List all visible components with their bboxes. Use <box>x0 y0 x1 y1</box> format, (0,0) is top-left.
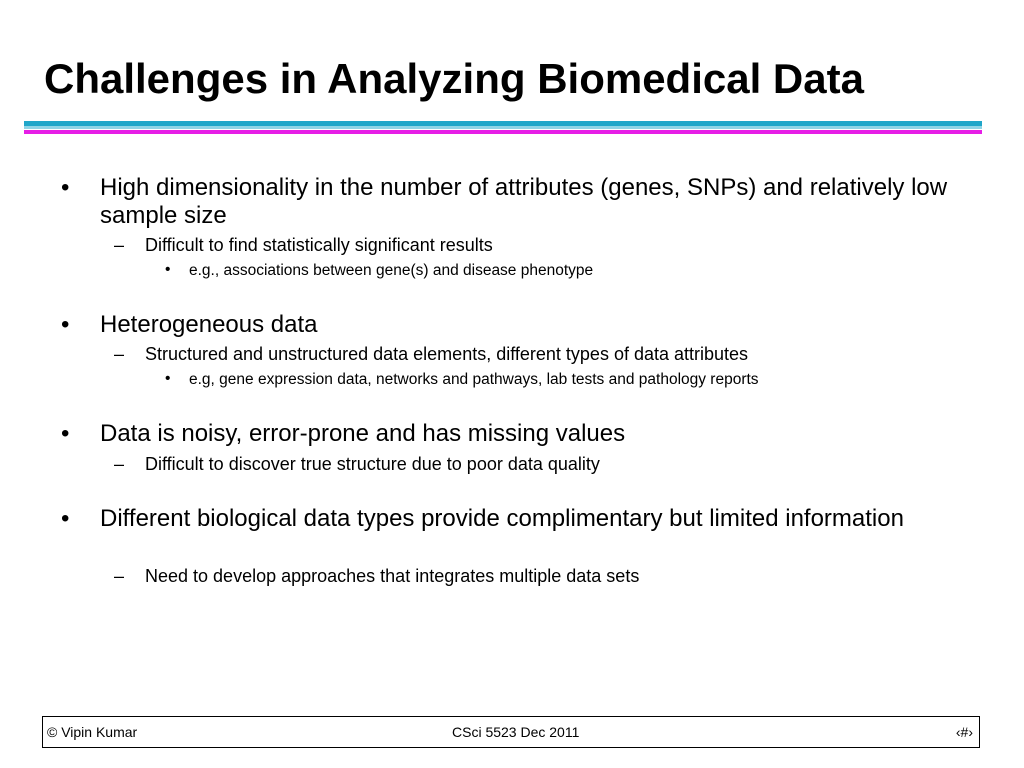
bullet-high-dimensionality <box>61 174 950 230</box>
bullet-marker: • <box>61 420 70 447</box>
small-bullet-marker: • <box>165 370 171 387</box>
sub-bullet-structured-data <box>114 343 965 365</box>
sub-bullet-text: Structured and unstructured data elements, different types of data attributes <box>145 344 749 364</box>
dash-marker: – <box>114 566 125 586</box>
sub-bullet-significant-results <box>114 234 945 256</box>
small-bullet-marker: • <box>165 261 171 278</box>
sub-bullet-text: Need to develop approaches that integrates multiple data sets <box>145 566 640 586</box>
footer-slide-number: ‹#› <box>955 724 973 740</box>
bullet-text: Heterogeneous data <box>100 311 318 338</box>
sub-sub-bullet-text: e.g., associations between gene(s) and disease phenotype <box>189 262 594 279</box>
sub-bullet-text: Difficult to find statistically significant results <box>145 235 493 255</box>
sub-sub-bullet-associations <box>165 261 969 281</box>
sub-sub-bullet-text: e.g, gene expression data, networks and pathways, lab tests and pathology reports <box>189 371 759 388</box>
bullet-text: Different biological data types provide complimentary but limited information <box>100 505 904 532</box>
bullet-noisy-data <box>61 420 950 448</box>
slide-title: Challenges in Analyzing Biomedical Data <box>44 55 864 102</box>
bullet-marker: • <box>61 311 70 338</box>
dash-marker: – <box>114 454 125 474</box>
sub-bullet-true-structure <box>114 453 945 475</box>
footer-course: CSci 5523 Dec 2011 <box>452 724 580 740</box>
bullet-text: High dimensionality in the number of attributes (genes, SNPs) and relatively low sample size <box>100 174 948 229</box>
footer-copyright: © Vipin Kumar <box>47 724 138 740</box>
bullet-marker: • <box>61 174 70 201</box>
bullet-biological-data-types <box>61 505 950 533</box>
bullet-marker: • <box>61 505 70 532</box>
sub-bullet-integrate-data-sets <box>114 565 945 587</box>
slide-footer <box>42 716 980 748</box>
bullet-text: Data is noisy, error-prone and has missing values <box>100 420 626 447</box>
sub-sub-bullet-gene-expression <box>165 370 979 390</box>
title-underline-magenta <box>24 130 982 134</box>
bullet-heterogeneous-data <box>61 311 950 339</box>
dash-marker: – <box>114 235 125 255</box>
title-underline-light-blue <box>24 126 982 129</box>
sub-bullet-text: Difficult to discover true structure due to poor data quality <box>145 454 600 474</box>
dash-marker: – <box>114 344 125 364</box>
